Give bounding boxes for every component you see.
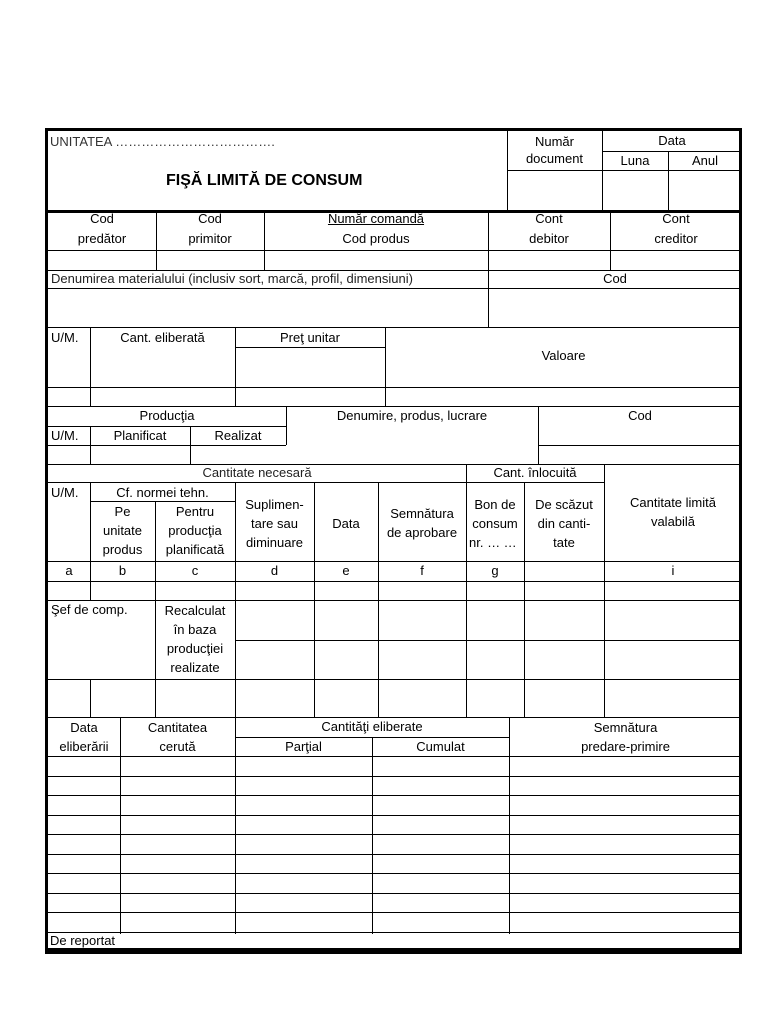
pe-unitate-2: unitate <box>102 523 143 538</box>
suplimentare-1: Suplimen- <box>245 497 304 512</box>
productie-cod-label: Cod <box>628 408 652 423</box>
cant-inlocuita-label: Cant. înlocuită <box>493 465 577 480</box>
bon-consum-2: consum <box>472 516 518 531</box>
cont-creditor-1: Cont <box>662 211 690 226</box>
letter-d: d <box>270 563 279 578</box>
cantitati-eliberate-label: Cantităţi eliberate <box>321 719 423 734</box>
suplimentare-3: diminuare <box>245 535 304 550</box>
document-label: document <box>525 151 584 166</box>
recalculat-4: realizate <box>170 660 220 675</box>
valoare-label: Valoare <box>541 348 586 363</box>
data-col-label: Data <box>332 516 360 531</box>
cantitatea-ceruta-1: Cantitatea <box>147 720 208 735</box>
letter-c: c <box>191 563 199 578</box>
luna-label: Luna <box>620 153 650 168</box>
bon-consum-3: nr. … … <box>469 535 517 550</box>
cod-predator-1: Cod <box>90 211 114 226</box>
data-label: Data <box>658 133 686 148</box>
letter-i: i <box>671 563 675 578</box>
cantitate-limita-1: Cantitate limită <box>630 495 716 510</box>
semnatura-predare-2: predare-primire <box>581 739 670 754</box>
cantitatea-ceruta-2: cerută <box>159 739 196 754</box>
recalculat-2: în baza <box>173 622 217 637</box>
cod-primitor-2: primitor <box>188 231 232 246</box>
partial-label: Parţial <box>285 739 322 754</box>
data-eliberarii-1: Data <box>70 720 98 735</box>
consumption-limit-form <box>45 128 742 954</box>
letter-f: f <box>420 563 424 578</box>
cf-normei-label: Cf. normei tehn. <box>116 485 209 500</box>
cumulat-label: Cumulat <box>416 739 465 754</box>
material-cod-label: Cod <box>603 271 627 286</box>
um-label-1: U/M. <box>51 330 79 345</box>
form-title: FIŞĂ LIMITĂ DE CONSUM <box>166 172 363 189</box>
numar-comanda-label: Număr comandă <box>327 211 425 226</box>
realizat-label: Realizat <box>214 428 262 443</box>
denumire-produs-label: Denumire, produs, lucrare <box>336 408 488 423</box>
cantitate-limita-2: valabilă <box>650 514 696 529</box>
semnatura-aprobare-1: Semnătura <box>390 506 454 521</box>
cantitate-necesara-label: Cantitate necesară <box>202 465 312 480</box>
unitatea-label: UNITATEA ………………………………. <box>50 134 275 149</box>
cod-produs-label: Cod produs <box>342 231 410 246</box>
letter-e: e <box>342 563 350 578</box>
pe-unitate-3: produs <box>102 542 143 557</box>
de-scazut-2: din canti- <box>537 516 591 531</box>
cod-primitor-1: Cod <box>198 211 222 226</box>
cont-creditor-2: creditor <box>654 231 698 246</box>
planificat-label: Planificat <box>113 428 167 443</box>
cod-predator-2: predător <box>77 231 127 246</box>
de-scazut-1: De scăzut <box>535 497 593 512</box>
recalculat-1: Recalculat <box>164 603 226 618</box>
pret-unitar-label: Preţ unitar <box>280 330 340 345</box>
de-reportat-label: De reportat <box>50 933 116 948</box>
sef-comp-label: Şef de comp. <box>51 602 128 617</box>
letter-b: b <box>118 563 127 578</box>
pentru-3: planificată <box>165 542 225 557</box>
numar-label: Număr <box>534 134 574 149</box>
denumire-material-label: Denumirea materialului (inclusiv sort, marcă, profil, dimensiuni) <box>51 271 413 286</box>
um-label-3: U/M. <box>51 485 79 500</box>
cant-eliberata-label: Cant. eliberată <box>120 330 205 345</box>
cont-debitor-2: debitor <box>529 231 569 246</box>
cont-debitor-1: Cont <box>535 211 563 226</box>
letter-g: g <box>491 563 499 578</box>
semnatura-aprobare-2: de aprobare <box>386 525 458 540</box>
productia-label: Producţia <box>139 408 195 423</box>
semnatura-predare-1: Semnătura <box>593 720 658 735</box>
suplimentare-2: tare sau <box>251 516 298 531</box>
letter-a: a <box>65 563 73 578</box>
bon-consum-1: Bon de <box>474 497 516 512</box>
pentru-1: Pentru <box>175 504 215 519</box>
data-eliberarii-2: eliberării <box>59 739 109 754</box>
recalculat-3: producţiei <box>166 641 224 656</box>
anul-label: Anul <box>691 153 719 168</box>
um-label-2: U/M. <box>51 428 79 443</box>
pe-unitate-1: Pe <box>114 504 131 519</box>
pentru-2: producţia <box>168 523 222 538</box>
de-scazut-3: tate <box>553 535 575 550</box>
